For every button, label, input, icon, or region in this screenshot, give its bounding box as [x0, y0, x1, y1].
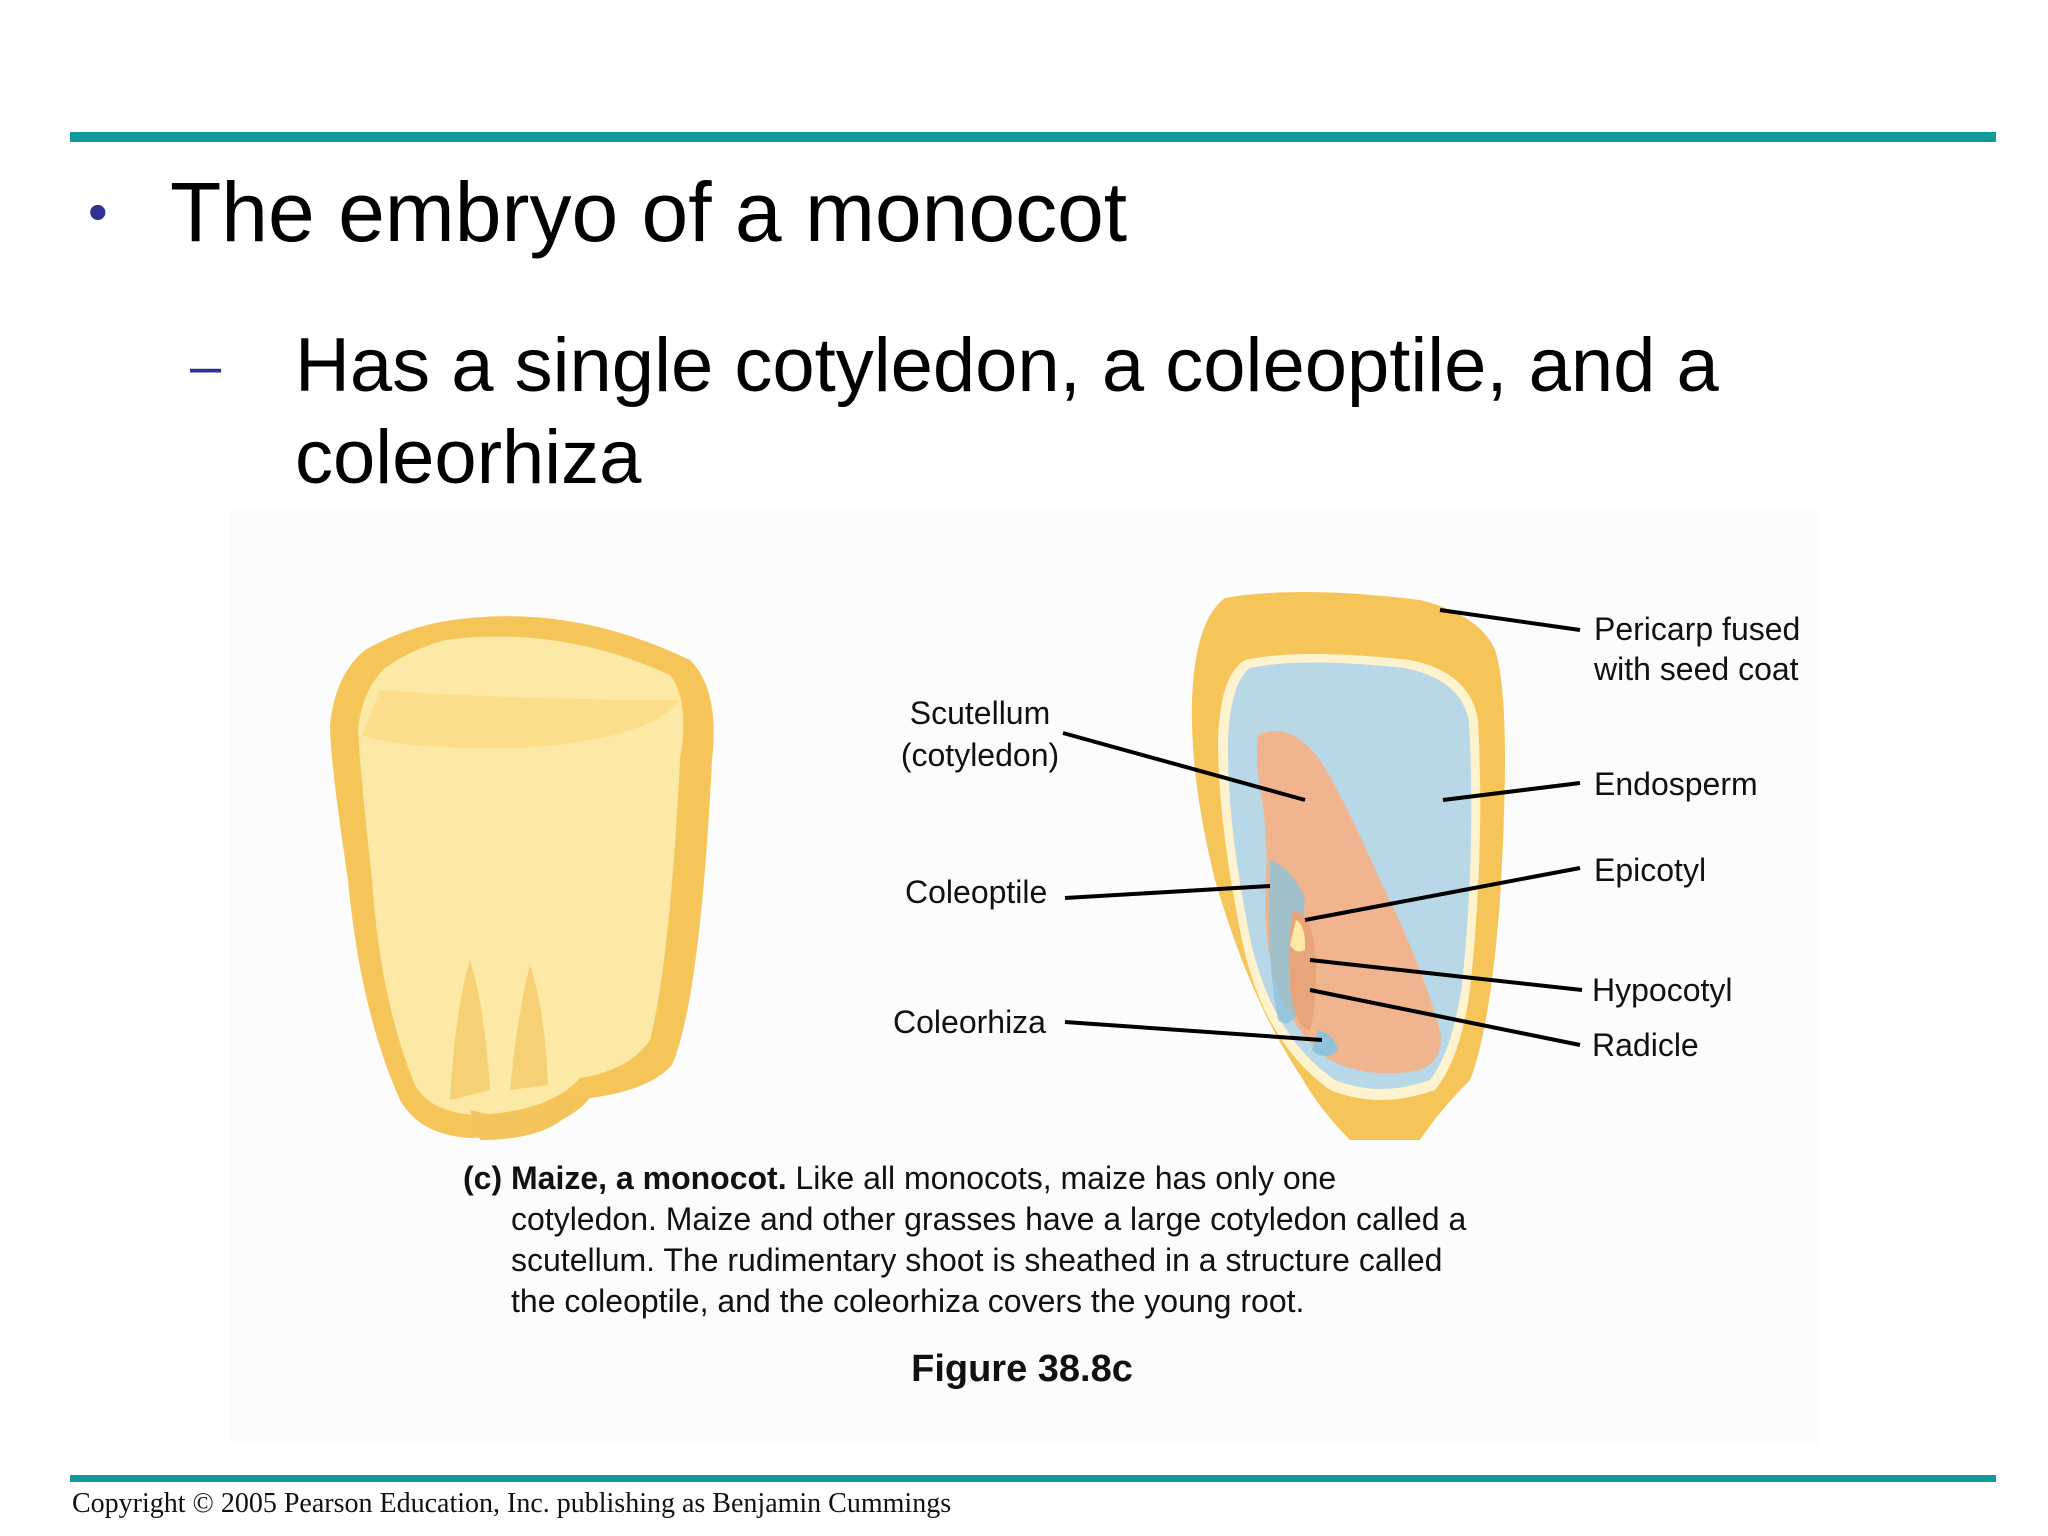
- label-radicle: Radicle: [1592, 1027, 1699, 1063]
- label-epicotyl: Epicotyl: [1594, 852, 1707, 888]
- caption-lead: (c) Maize, a monocot.: [463, 1160, 787, 1196]
- caption-line-2: cotyledon. Maize and other grasses have a large cotyledon called a: [511, 1201, 1467, 1237]
- dash-icon: –: [190, 334, 222, 397]
- caption-line-3: scutellum. The rudimentary shoot is sheathed in a structure called: [511, 1242, 1443, 1278]
- bullet-dot-icon: •: [88, 180, 108, 243]
- caption-line-1: [463, 1158, 1603, 1199]
- caption-line-4: the coleoptile, and the coleorhiza covers the young root.: [511, 1283, 1305, 1319]
- label-endosperm: Endosperm: [1594, 766, 1758, 802]
- label-coleoptile: Coleoptile: [905, 874, 1048, 910]
- figure-caption: [463, 1158, 1603, 1322]
- bottom-rule: [70, 1475, 1996, 1482]
- maize-kernel-section: [1192, 592, 1505, 1140]
- label-pericarp-1: Pericarp fused: [1594, 611, 1801, 647]
- figure-number-text: Figure 38.8c: [911, 1348, 1133, 1390]
- copyright-footer: Copyright © 2005 Pearson Education, Inc. publishing as Benjamin Cummings: [72, 1488, 952, 1519]
- caption-text-1: Like all monocots, maize has only one: [786, 1160, 1337, 1196]
- bullet-text: The embryo of a monocot: [170, 165, 1128, 259]
- label-scutellum-1: Scutellum: [909, 695, 1051, 731]
- label-pericarp-2: with seed coat: [1594, 651, 1799, 687]
- label-coleorhiza: Coleorhiza: [893, 1004, 1046, 1040]
- sub-bullet-text: Has a single cotyledon, a coleoptile, and a coleorhiza: [295, 323, 1719, 500]
- maize-kernel-exterior: [330, 616, 714, 1140]
- label-scutellum-2: (cotyledon): [900, 737, 1060, 773]
- label-hypocotyl: Hypocotyl: [1592, 972, 1733, 1008]
- figure-number: [0, 1348, 2048, 1391]
